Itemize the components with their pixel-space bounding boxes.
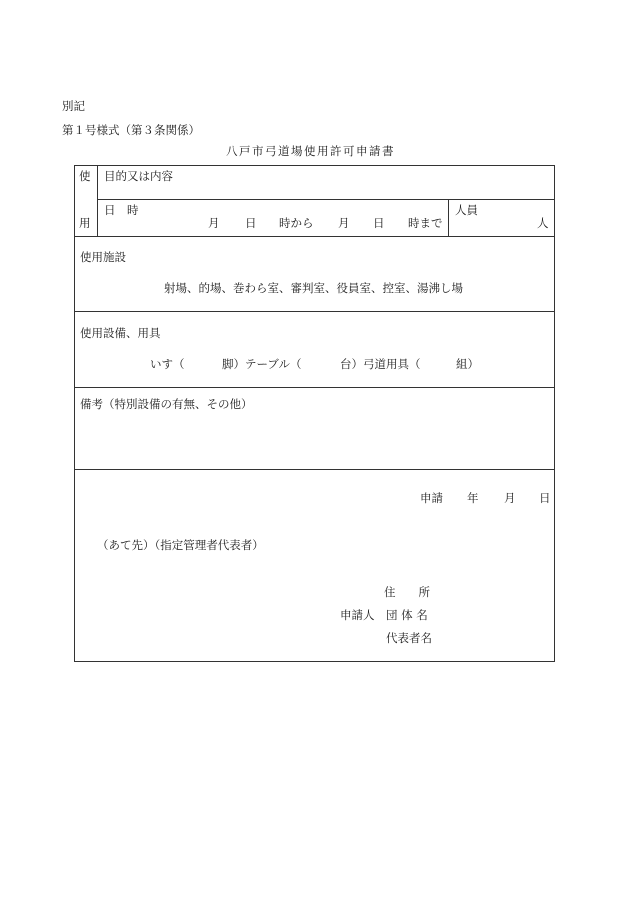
day-to: 日 (373, 216, 385, 230)
gear-label: 台）弓道用具（ (340, 357, 421, 371)
equipment-label: 使用設備、用具 (80, 326, 161, 340)
people-unit: 人 (537, 216, 549, 230)
annex-label: 別記 (62, 99, 85, 113)
chairs-label: いす（ (150, 357, 185, 371)
representative-label: 代表者名 (386, 631, 432, 645)
page-title: 八戸市弓道場使用許可申請書 (226, 144, 395, 158)
people-label: 人員 (455, 203, 478, 217)
apply-year: 年 (467, 491, 479, 505)
gear-unit: 組） (456, 357, 479, 371)
applicant-label: 申請人 (340, 608, 375, 622)
purpose-label: 目的又は内容 (104, 169, 173, 183)
apply-day: 日 (539, 491, 551, 505)
month-from: 月 (208, 216, 220, 230)
time-from: 時から (279, 216, 314, 230)
apply-month: 月 (504, 491, 516, 505)
remarks-label: 備考（特別設備の有無、その他） (80, 397, 253, 411)
facilities-list: 射場、的場、巻わら室、審判室、役員室、控室、湯沸し場 (164, 281, 463, 295)
tables-label: 脚）テーブル（ (222, 357, 302, 371)
apply-label: 申請 (420, 491, 443, 505)
address-label: 住 所 (384, 585, 430, 599)
usage-side-label-bottom: 用 (79, 216, 91, 230)
addressee: （あて先）（指定管理者代表者） (97, 538, 264, 552)
datetime-label: 日 時 (104, 203, 139, 217)
group-name-label: 団 体 名 (386, 608, 428, 622)
facilities-label: 使用施設 (80, 250, 126, 264)
usage-side-label-top: 使 (79, 169, 91, 183)
time-to: 時まで (408, 216, 443, 230)
day-from: 日 (245, 216, 257, 230)
form-number: 第１号様式（第３条関係） (62, 123, 200, 137)
month-to: 月 (338, 216, 350, 230)
